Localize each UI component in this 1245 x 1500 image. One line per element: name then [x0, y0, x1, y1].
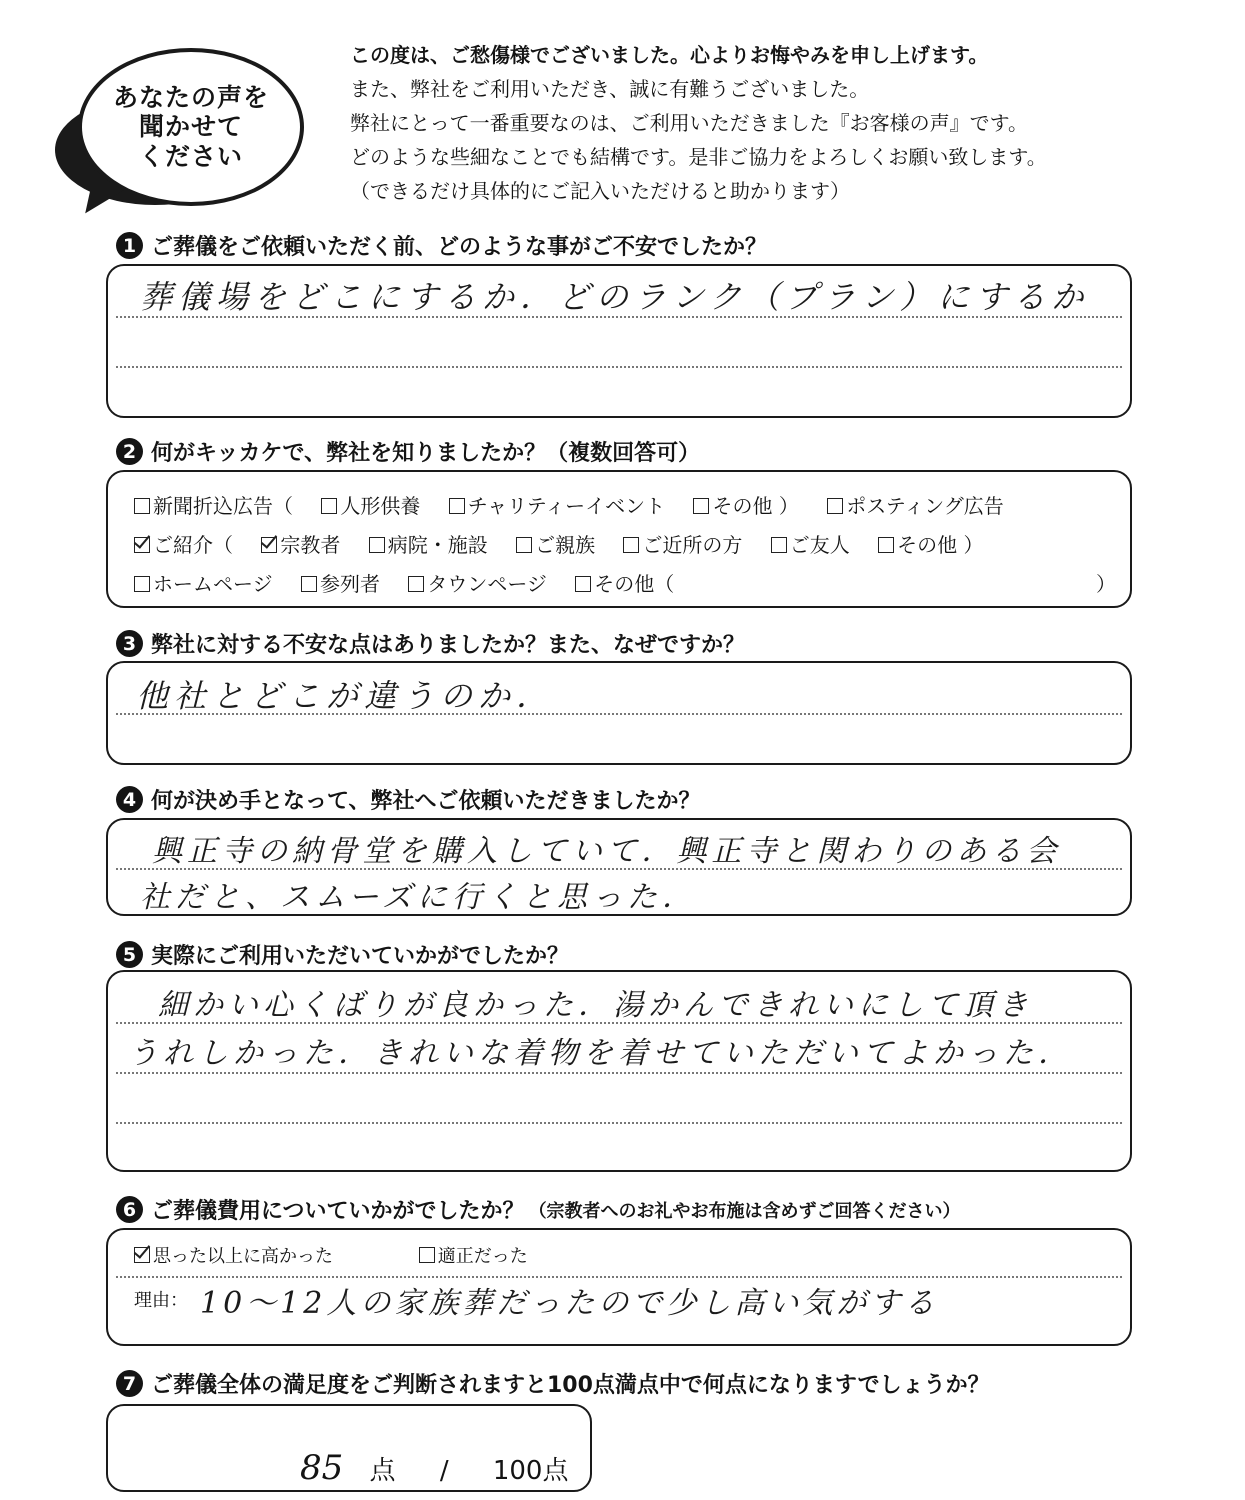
option-too-expensive[interactable]: 思った以上に高かった	[134, 1242, 333, 1268]
question-5-title	[116, 939, 569, 970]
speech-bubble	[78, 48, 304, 206]
question-number: 1	[116, 232, 143, 259]
question-text: 何がキッカケで、弊社を知りましたか？（複数回答可）	[151, 441, 701, 466]
dotted-line	[116, 1072, 1122, 1074]
intro-line-2: また、弊社をご利用いただき、誠に有難うございました。	[350, 77, 870, 101]
dotted-line	[116, 366, 1122, 368]
options-row-2	[134, 529, 1006, 558]
checkbox[interactable]	[449, 498, 465, 514]
question-number: 7	[116, 1370, 143, 1397]
intro-line-3: 弊社にとって一番重要なのは、ご利用いただきました『お客様の声』です。	[350, 111, 1028, 135]
option-neighbors[interactable]: ご近所の方	[623, 529, 742, 558]
intro-text	[350, 38, 1230, 208]
option-reasonable[interactable]: 適正だった	[419, 1242, 528, 1268]
option-referral[interactable]: ご紹介（	[134, 529, 233, 558]
option-charity-event[interactable]: チャリティーイベント	[449, 490, 665, 519]
question-number: 5	[116, 941, 143, 968]
question-number: 4	[116, 786, 143, 813]
handwritten-answer-line-2: うれしかった．きれいな着物を着せていただいてよかった．	[128, 1036, 1073, 1071]
question-text: ご葬儀をご依頼いただく前、どのような事がご不安でしたか？	[151, 235, 768, 260]
handwritten-answer-line-1: 細かい心くばりが良かった．湯かんできれいにして頂き	[158, 988, 1033, 1023]
option-relatives[interactable]: ご親族	[516, 529, 595, 558]
checkbox[interactable]	[408, 576, 424, 592]
checkbox-checked[interactable]	[134, 537, 150, 553]
checkbox[interactable]	[575, 576, 591, 592]
options-row	[134, 1242, 550, 1268]
handwritten-answer: 他社とどこが違うのか．	[136, 677, 555, 715]
question-text: ご葬儀費用についていかがでしたか？	[151, 1199, 525, 1224]
answer-box-5[interactable]	[106, 970, 1132, 1172]
checkbox[interactable]	[134, 576, 150, 592]
checkbox[interactable]	[693, 498, 709, 514]
bubble-line-3: ください	[138, 141, 243, 171]
question-number: 6	[116, 1196, 143, 1223]
question-number: 2	[116, 438, 143, 465]
bubble-line-1: あなたの声を	[112, 82, 269, 112]
checkbox[interactable]	[419, 1247, 435, 1263]
close-paren: ）	[1096, 572, 1116, 596]
checkbox[interactable]	[369, 537, 385, 553]
option-townpage[interactable]: タウンページ	[408, 568, 547, 597]
intro-line-4: どのような些細なことでも結構です。是非ご協力をよろしくお願い致します。	[350, 145, 1047, 169]
checkbox-checked[interactable]	[134, 1247, 150, 1263]
question-3-title	[116, 628, 745, 659]
checkbox[interactable]	[134, 498, 150, 514]
question-7-title	[116, 1368, 990, 1399]
question-2-title	[116, 436, 700, 467]
checkbox-checked[interactable]	[261, 537, 277, 553]
handwritten-answer-line-2: 社だと、スムーズに行くと思った．	[140, 880, 697, 915]
checkbox[interactable]	[878, 537, 894, 553]
answer-box-3[interactable]	[106, 661, 1132, 765]
reason-label: 理由：	[134, 1290, 188, 1311]
intro-line-5: （できるだけ具体的にご記入いただけると助かります）	[350, 179, 850, 203]
option-friends[interactable]: ご友人	[771, 529, 850, 558]
checkbox[interactable]	[827, 498, 843, 514]
answer-box-1[interactable]	[106, 264, 1132, 418]
handwritten-reason[interactable]: 10～12人の家族葬だったので少し高い気がする	[200, 1286, 939, 1321]
dotted-line	[116, 1122, 1122, 1124]
question-text: 実際にご利用いただいていかがでしたか？	[151, 944, 570, 969]
option-other-1[interactable]: その他 ）	[693, 490, 798, 519]
handwritten-answer-line-1: 興正寺の納骨堂を購入していて．興正寺と関わりのある会	[152, 834, 1062, 869]
score-unit: 点	[369, 1456, 396, 1486]
option-posting[interactable]: ポスティング広告	[827, 490, 1004, 519]
score-max: 100点	[492, 1456, 569, 1486]
question-text: 何が決め手となって、弊社へご依頼いただきましたか？	[151, 789, 701, 814]
score-slash: /	[439, 1456, 449, 1486]
options-row-3	[134, 568, 696, 597]
question-1-title	[116, 230, 767, 261]
question-text: 弊社に対する不安な点はありましたか？また、なぜですか？	[151, 633, 746, 658]
answer-box-6	[106, 1228, 1132, 1346]
question-number: 3	[116, 630, 143, 657]
checkbox[interactable]	[623, 537, 639, 553]
score-value: 85	[300, 1448, 344, 1488]
option-other-2[interactable]: その他 ）	[878, 529, 983, 558]
checkbox[interactable]	[771, 537, 787, 553]
option-attendee[interactable]: 参列者	[301, 568, 380, 597]
option-newspaper[interactable]: 新聞折込広告（	[134, 490, 293, 519]
checkbox[interactable]	[516, 537, 532, 553]
answer-box-2	[106, 470, 1132, 608]
bubble-line-2: 聞かせて	[138, 112, 243, 142]
question-4-title	[116, 784, 701, 815]
question-text: ご葬儀全体の満足度をご判断されますと100点満点中で何点になりますでしょうか？	[151, 1373, 990, 1398]
question-6-title	[116, 1194, 961, 1225]
handwritten-answer: 葬儀場をどこにするか．どのランク（プラン）にするか	[140, 278, 1090, 316]
option-religious[interactable]: 宗教者	[261, 529, 340, 558]
question-note: （宗教者へのお礼やお布施は含めずご回答ください）	[528, 1200, 961, 1222]
score-line	[300, 1448, 568, 1488]
intro-line-1: この度は、ご愁傷様でございました。心よりお悔やみを申し上げます。	[350, 43, 989, 67]
option-homepage[interactable]: ホームページ	[134, 568, 273, 597]
option-other-3[interactable]: その他（	[575, 568, 674, 597]
option-hospital[interactable]: 病院・施設	[369, 529, 488, 558]
answer-box-4[interactable]	[106, 818, 1132, 916]
checkbox[interactable]	[321, 498, 337, 514]
checkbox[interactable]	[301, 576, 317, 592]
option-doll-memorial[interactable]: 人形供養	[321, 490, 420, 519]
options-row-1	[134, 490, 1026, 519]
